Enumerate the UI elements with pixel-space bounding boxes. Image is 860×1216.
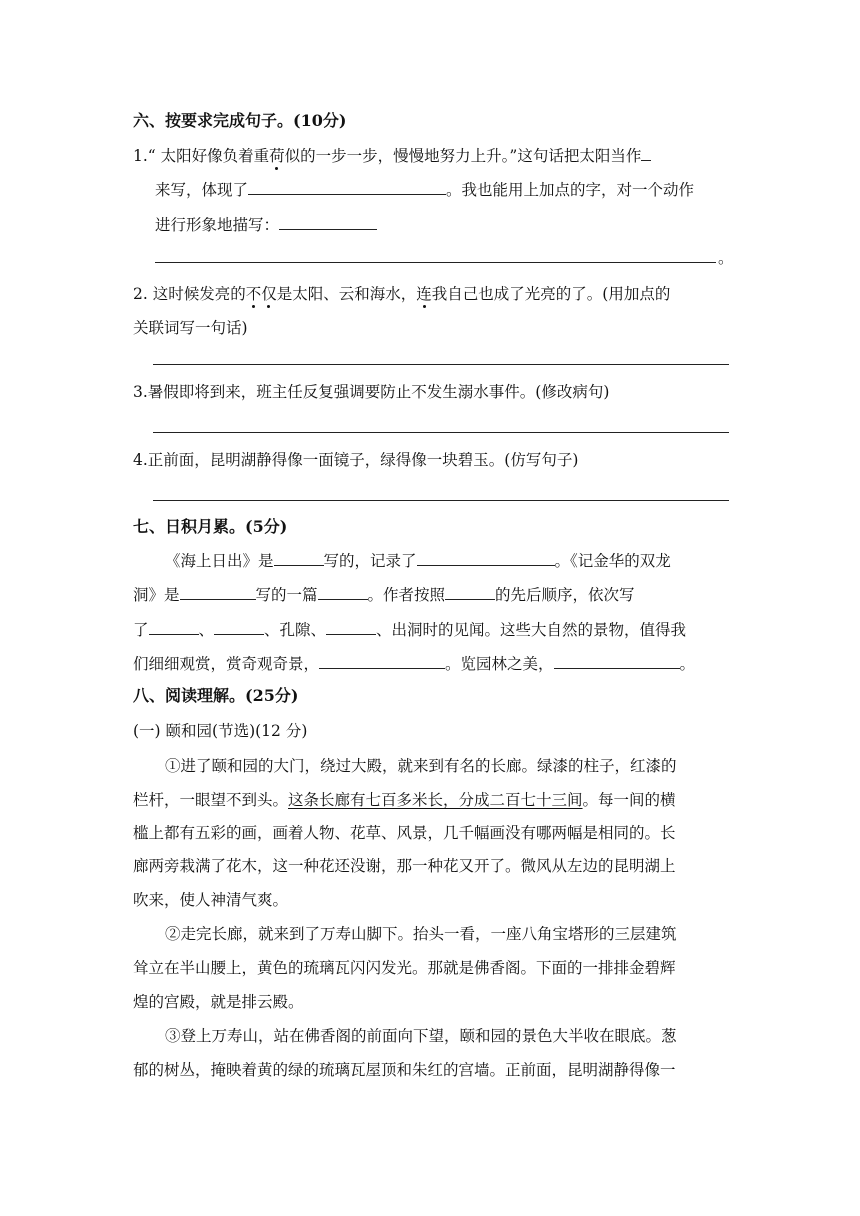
- s7-blank-place-2[interactable]: [214, 620, 264, 635]
- q1-text-c: 来写，体现了: [155, 181, 249, 199]
- q3-text: 3.暑假即将到来，班主任反复强调要防止不发生溺水事件。(修改病句): [133, 383, 610, 401]
- q2-answer-line[interactable]: [153, 364, 729, 365]
- q1-line-2: [155, 179, 694, 201]
- p1-line-3: 槛上都有五彩的画，画着人物、花草、风景，几千幅画没有哪两幅是相同的。长: [133, 824, 676, 842]
- q1-text-e: 进行形象地描写：: [155, 216, 280, 234]
- q1-blank-1[interactable]: [641, 146, 651, 161]
- q1-end-mark: 。: [718, 249, 734, 267]
- section-6-title: 六、按要求完成句子。(10分): [133, 111, 347, 130]
- q1-answer-line[interactable]: [155, 262, 716, 263]
- q1-line-3: [155, 214, 377, 236]
- s7-line-3: [133, 619, 686, 641]
- q4-text: 4.正前面，昆明湖静得像一面镜子，绿得像一块碧玉。(仿写句子): [133, 451, 579, 469]
- q2-dotted-char-3: 连: [416, 285, 432, 303]
- p1-line-5: 吹来，使人神清气爽。: [133, 891, 289, 909]
- p1-line-2: [133, 789, 676, 811]
- s7-text-a: 《海上日出》是: [165, 552, 274, 570]
- q2-text-a: 2. 这时候发亮的: [133, 285, 246, 303]
- section-8-title: 八、阅读理解。(25分): [133, 686, 299, 705]
- s7-blank-record[interactable]: [417, 551, 555, 566]
- s7-text-e: 写的一篇: [255, 586, 318, 604]
- p1-line-1: ①进了颐和园的大门，绕过大殿，就来到有名的长廊。绿漆的柱子，红漆的: [165, 757, 677, 775]
- s7-blank-quote-2[interactable]: [554, 654, 680, 669]
- s7-text-i: 、: [198, 621, 215, 639]
- s7-text-h: 了: [133, 621, 149, 639]
- s7-text-g: 的先后顺序，依次写: [495, 586, 635, 604]
- q1-dotted-char: 荷: [269, 147, 285, 165]
- s7-blank-author-2[interactable]: [180, 585, 256, 600]
- section-7-title: 七、日积月累。(5分): [133, 517, 288, 536]
- p1-underlined-sentence: 这条长廊有七百多米长，分成二百七十三间: [288, 791, 583, 809]
- q2-text-c: 我自己也成了光亮的了。(用加点的: [431, 285, 671, 303]
- s7-text-d: 洞》是: [133, 586, 180, 604]
- q1-blank-2[interactable]: [248, 180, 446, 195]
- p2-line-2: 耸立在半山腰上，黄色的琉璃瓦闪闪发光。那就是佛香阁。下面的一排排金碧辉: [133, 959, 676, 977]
- s7-blank-author-1[interactable]: [274, 551, 324, 566]
- s7-blank-place-3[interactable]: [326, 620, 376, 635]
- q2-dotted-char-2: 仅: [261, 285, 277, 303]
- s7-blank-quote-1[interactable]: [319, 654, 445, 669]
- q1-text-a: 1.“ 太阳好像负着重: [133, 147, 270, 165]
- p2-line-1: ②走完长廊，就来到了万寿山脚下。抬头一看，一座八角宝塔形的三层建筑: [165, 925, 677, 943]
- s7-text-m: 。览园林之美，: [445, 655, 554, 673]
- s7-text-l: 们细细观赏，赏奇观奇景，: [133, 655, 320, 673]
- p3-line-2: 郁的树丛，掩映着黄的绿的琉璃瓦屋顶和朱红的宫墙。正前面，昆明湖静得像一: [133, 1061, 676, 1079]
- s7-blank-place-1[interactable]: [149, 620, 199, 635]
- s7-text-k: 、出洞时的见闻。这些大自然的景物，值得我: [376, 621, 687, 639]
- q1-line-1: [133, 145, 651, 167]
- s7-text-j: 、孔隙、: [264, 621, 327, 639]
- s7-text-f: 。作者按照: [367, 586, 446, 604]
- q1-text-d: 。我也能用上加点的字，对一个动作: [446, 181, 695, 199]
- s7-text-n: 。: [679, 655, 696, 673]
- q1-text-b: 似的一步一步，慢慢地努力上升。”这句话把太阳当作: [284, 147, 642, 165]
- p1-text-a: 栏杆，一眼望不到头。: [133, 791, 289, 809]
- s7-line-1: [165, 550, 671, 572]
- s7-text-b: 写的，记录了: [323, 552, 417, 570]
- s7-line-2: [133, 584, 635, 606]
- q4-answer-line[interactable]: [153, 500, 729, 501]
- q3-answer-line[interactable]: [153, 432, 729, 433]
- q1-blank-3[interactable]: [279, 215, 377, 230]
- p2-line-3: 煌的宫殿，就是排云殿。: [133, 993, 304, 1011]
- s7-blank-order[interactable]: [445, 585, 495, 600]
- p3-line-1: ③登上万寿山，站在佛香阁的前面向下望，颐和园的景色大半收在眼底。葱: [165, 1027, 677, 1045]
- s7-text-c: 。《记金华的双龙: [554, 552, 671, 570]
- p1-line-4: 廊两旁栽满了花木，这一种花还没谢，那一种花又开了。微风从左边的昆明湖上: [133, 857, 676, 875]
- p1-text-b: 。每一间的横: [582, 791, 676, 809]
- s7-line-4: [133, 653, 695, 675]
- q2-text-b: 是太阳、云和海水，: [276, 285, 417, 303]
- s7-blank-genre[interactable]: [318, 585, 368, 600]
- q2-line-1: [133, 283, 670, 305]
- q2-dotted-char-1: 不: [245, 285, 262, 303]
- q2-line-2: 关联词写一句话): [133, 319, 248, 337]
- reading-1-title: (一) 颐和园(节选)(12 分): [133, 722, 308, 740]
